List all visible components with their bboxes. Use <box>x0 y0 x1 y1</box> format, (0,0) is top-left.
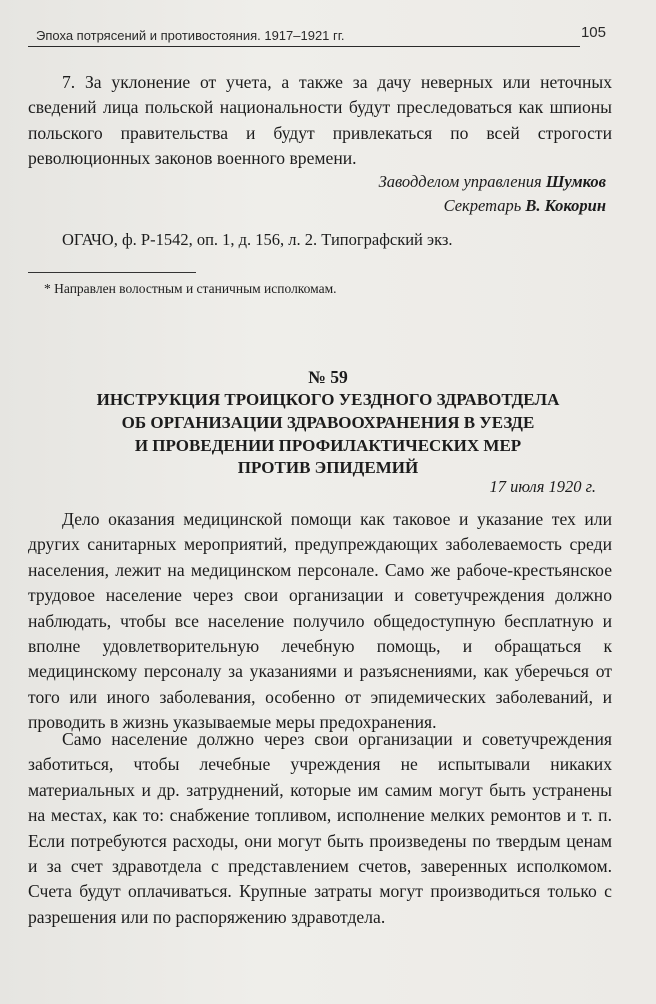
signature-name: Шумков <box>545 172 606 191</box>
title-line: ОБ ОРГАНИЗАЦИИ ЗДРАВООХРАНЕНИЯ В УЕЗДЕ <box>121 412 535 432</box>
footnote: * Направлен волостным и станичным исполкомам. <box>44 281 337 296</box>
signature-role: Секретарь <box>443 196 522 215</box>
document-title <box>40 389 616 480</box>
document-date: 17 июля 1920 г. <box>489 477 596 496</box>
clause-7 <box>28 70 612 172</box>
signature-secretary <box>444 196 606 216</box>
body-paragraph-2 <box>28 727 612 930</box>
clause-7-text: 7. За уклонение от учета, а также за дачу неверных или неточных сведений лица польской национальности будут преследоваться как шпионы польского правительства и будут привлекаться по всей строгости революционных законов военного времени. <box>28 72 612 169</box>
title-line: И ПРОВЕДЕНИИ ПРОФИЛАКТИЧЕСКИХ МЕР <box>134 435 522 455</box>
archive-source: ОГАЧО, ф. Р-1542, оп. 1, д. 156, л. 2. Типографский экз. <box>62 230 453 249</box>
body-paragraph-1 <box>28 507 612 736</box>
signature-name: В. Кокорин <box>525 196 606 215</box>
title-line: ИНСТРУКЦИЯ ТРОИЦКОГО УЕЗДНОГО ЗДРАВОТДЕЛА <box>96 390 560 409</box>
page-number: 105 <box>580 24 606 41</box>
signature-role: Заводделом управления <box>378 172 542 191</box>
page-header <box>28 22 606 46</box>
title-line: ПРОТИВ ЭПИДЕМИЙ <box>237 458 419 478</box>
footnote-rule <box>28 272 196 273</box>
signature-head <box>379 172 606 192</box>
running-title: Эпоха потрясений и противостояния. 1917–1921 гг. <box>36 28 345 43</box>
paragraph-text: Само население должно через свои организации и советучреждения заботиться, чтобы лечебные учреждения не испытывали никаких материальных и др. затруднений, которые им самим могут быть устранены на местах, как то: снабжение топливом, исполнение мелких ремонтов и т. п. Если потребуются расходы, они могут быть произведены по твердым ценам и за счет здравотдела с представлением счетов, заверенных исполкомом. Счета будут оплачиваться. Крупные затраты могут производиться только с разрешения или по распоряжению здравотдела. <box>28 729 612 927</box>
document-number: № 59 <box>308 367 348 387</box>
paragraph-text: Дело оказания медицинской помощи как таковое и указание тех или других санитарных мероприятий, предупреждающих заболеваемость среди населения, лежит на медицинском персонале. Само же рабоче-крестьянское трудовое население через свои организации и советучреждения должно наблюдать, чтобы все население получило общедоступную бесплатную и вполне удовлетворительную лечебную помощь, и обращаться к медицинскому персоналу за указаниями и разъяснениями, как уберечься от того или иного заболевания, особенно от эпидемических заболеваний, и проводить в жизнь указываемые меры предохранения. <box>28 509 612 733</box>
header-rule <box>28 46 580 47</box>
